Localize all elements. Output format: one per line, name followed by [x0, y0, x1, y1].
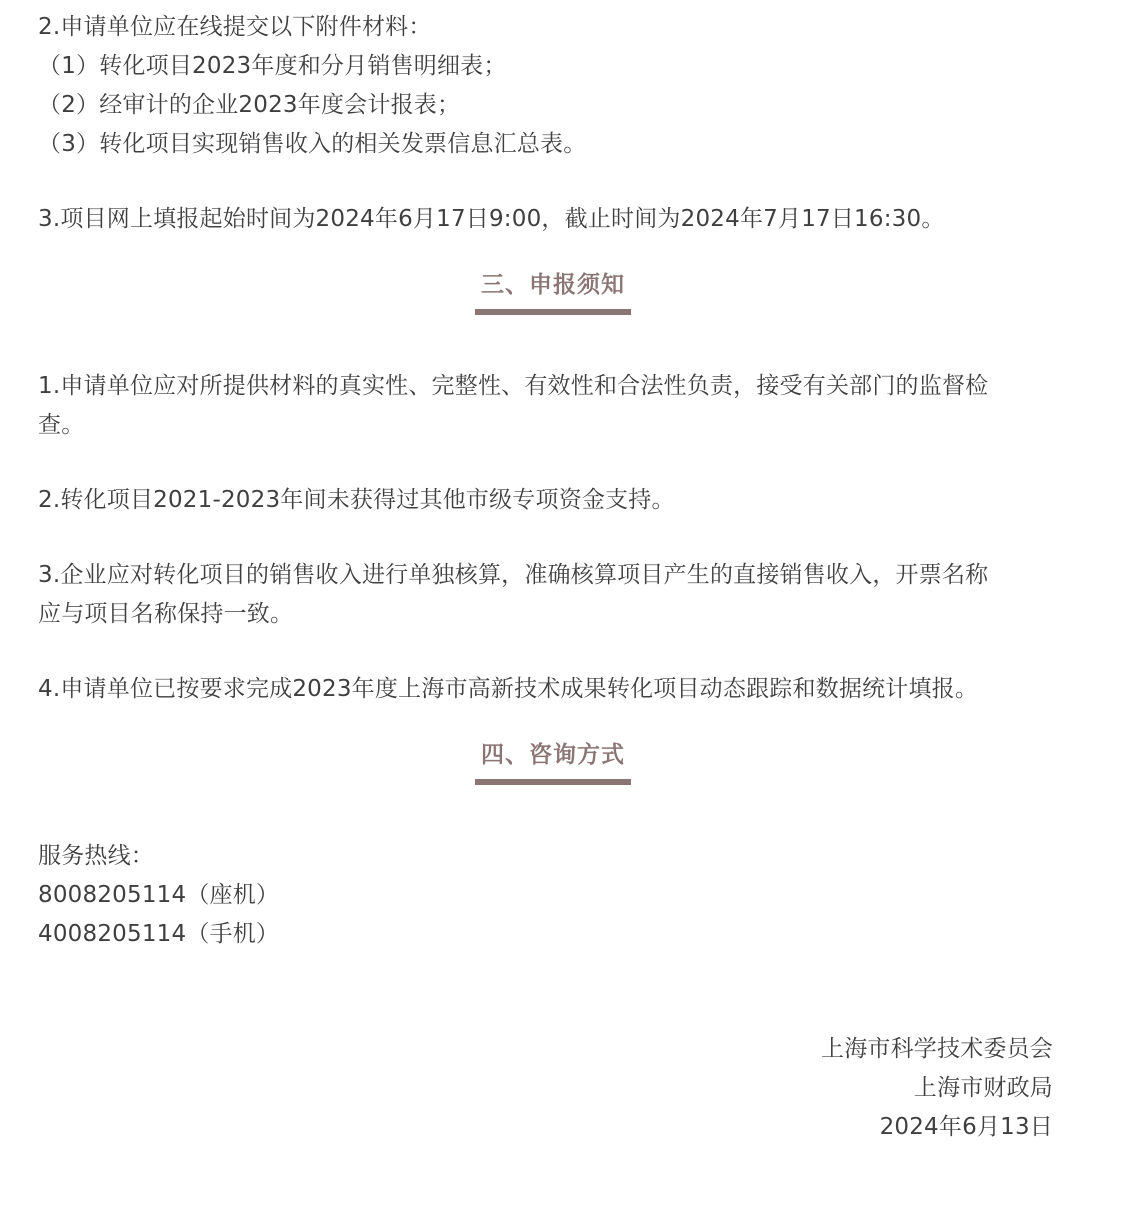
signature-date: 2024年6月13日 [879, 1114, 1053, 1140]
attachment-item-2: （2）经审计的企业2023年度会计报表； [38, 92, 461, 118]
signature-org-1: 上海市科学技术委员会 [821, 1036, 1053, 1062]
attachment-item-3: （3）转化项目实现销售收入的相关发票信息汇总表。 [38, 131, 587, 157]
spacer [38, 634, 1068, 670]
notice-item-3-line-2: 应与项目名称保持一致。 [38, 601, 294, 627]
spacer [38, 164, 1068, 200]
article-body [38, 8, 1068, 1147]
attachment-item-1: （1）转化项目2023年度和分月销售明细表； [38, 53, 507, 79]
notice-item-3-line-1: 3.企业应对转化项目的销售收入进行单独核算，准确核算项目产生的直接销售收入，开票名称 [38, 562, 989, 588]
spacer [38, 315, 1068, 367]
spacer [38, 239, 1068, 269]
notice-item-1-line-2: 查。 [38, 412, 85, 438]
signature-org-2: 上海市财政局 [913, 1075, 1053, 1101]
spacer [38, 445, 1068, 481]
notice-item-1-line-1: 1.申请单位应对所提供材料的真实性、完整性、有效性和合法性负责，接受有关部门的监督检 [38, 373, 989, 399]
paragraph-submission-time: 3.项目网上填报起始时间为2024年6月17日9:00，截止时间为2024年7月17日16:30。 [38, 206, 945, 232]
hotline-label: 服务热线： [38, 843, 154, 869]
spacer [38, 709, 1068, 739]
signature-block [38, 1030, 1053, 1147]
spacer [38, 954, 1068, 1030]
notice-item-4: 4.申请单位已按要求完成2023年度上海市高新技术成果转化项目动态跟踪和数据统计填报。 [38, 676, 979, 702]
hotline-landline: 8008205114（座机） [38, 882, 280, 908]
paragraph-attachments-intro: 2.申请单位应在线提交以下附件材料： [38, 14, 432, 40]
notice-item-2: 2.转化项目2021-2023年间未获得过其他市级专项资金支持。 [38, 487, 675, 513]
spacer [38, 785, 1068, 837]
section-title: 四、咨询方式 [475, 739, 631, 785]
section-title: 三、申报须知 [475, 269, 631, 315]
section-heading-application-notes [38, 269, 1068, 315]
section-heading-consultation [38, 739, 1068, 785]
spacer [38, 520, 1068, 556]
hotline-mobile: 4008205114（手机） [38, 921, 280, 947]
